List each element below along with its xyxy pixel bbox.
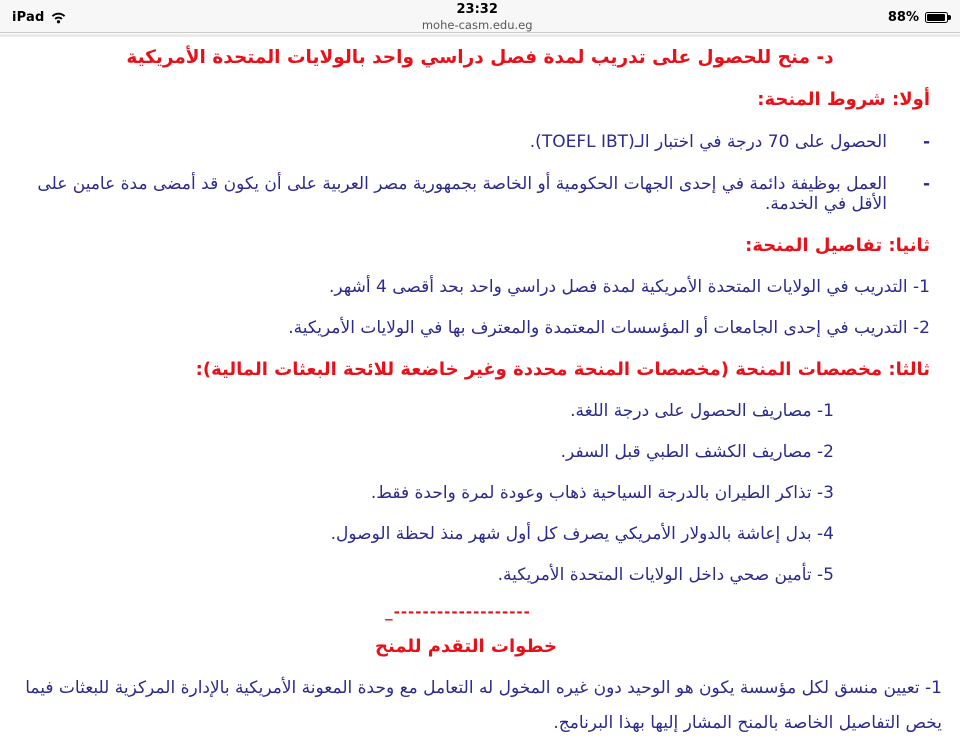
section-heading-allocations: ثالثا: مخصصات المنحة (مخصصات المنحة محددة وغير خاضعة للائحة البعثات المالية): — [195, 359, 930, 380]
bullet-dash: - — [922, 132, 930, 152]
coordinator-note: 1- تعيين منسق لكل مؤسسة يكون هو الوحيد دون غيره المخول له التعامل مع وحدة المعونة الأمريكية بالإدارة المركزية للبعثات فيما يخص التفاصيل الخاصة بالمنح المشار إليها بهذا البرنامج. — [25, 678, 942, 733]
carrier-label: iPad — [12, 9, 45, 25]
condition-text: الحصول على 70 درجة في اختبار الـ(TOEFL IBT). — [529, 132, 887, 152]
battery-percent: 88% — [887, 9, 919, 25]
section-heading-conditions: أولا: شروط المنحة: — [757, 89, 930, 110]
dashed-divider: _------------------- — [385, 603, 531, 621]
status-center — [422, 0, 533, 32]
document-page — [0, 33, 960, 741]
condition-text: العمل بوظيفة دائمة في إحدى الجهات الحكومية أو الخاصة بجمهورية مصر العربية على أن يكون قد أمضى مدة عامين على الأقل في الخدمة. — [37, 174, 887, 214]
allocation-item: 4- بدل إعاشة بالدولار الأمريكي يصرف كل أول شهر منذ لحظة الوصول. — [330, 524, 834, 544]
status-right — [888, 0, 948, 32]
status-bar — [0, 0, 960, 33]
battery-nub — [948, 15, 951, 20]
battery-icon — [925, 12, 948, 23]
allocation-item: 1- مصاريف الحصول على درجة اللغة. — [570, 401, 834, 421]
bullet-dash: - — [922, 174, 930, 194]
section-heading-details: ثانيا: تفاصيل المنحة: — [745, 235, 930, 256]
detail-item: 1- التدريب في الولايات المتحدة الأمريكية لمدة فصل دراسي واحد بحد أقصى 4 أشهر. — [328, 277, 930, 297]
allocation-item: 3- تذاكر الطيران بالدرجة السياحية ذهاب وعودة لمرة واحدة فقط. — [370, 483, 834, 503]
page-url: mohe-casm.edu.eg — [421, 17, 533, 32]
condition-bullet — [30, 174, 930, 214]
allocation-item: 2- مصاريف الكشف الطبي قبل السفر. — [560, 442, 834, 462]
detail-item: 2- التدريب في إحدى الجامعات أو المؤسسات المعتمدة والمعترف بها في الولايات الأمريكية. — [288, 318, 930, 338]
steps-heading: خطوات التقدم للمنح — [375, 636, 557, 657]
allocation-item: 5- تأمين صحي داخل الولايات المتحدة الأمريكية. — [497, 565, 834, 585]
clock: 23:32 — [456, 2, 498, 17]
condition-bullet — [30, 132, 930, 152]
wifi-icon — [50, 10, 67, 24]
battery-level-fill — [927, 14, 945, 21]
status-left — [12, 0, 67, 32]
document-title: د- منح للحصول على تدريب لمدة فصل دراسي واحد بالولايات المتحدة الأمريكية — [126, 47, 834, 68]
